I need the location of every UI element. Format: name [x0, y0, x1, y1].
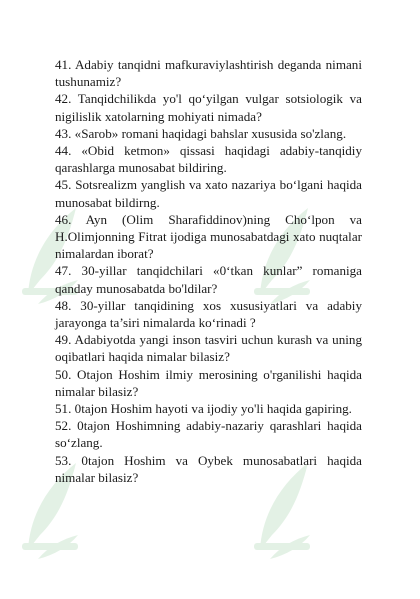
question-text: 30-yillar tanqidchilari «0‘tkan kunlar” romaniga qanday munosabatda bo'ldilar? — [55, 263, 362, 296]
question-number: 52. — [55, 418, 72, 434]
question-item — [55, 331, 362, 365]
question-number: 43. — [55, 125, 72, 141]
question-list — [55, 56, 362, 486]
question-number: 50. — [55, 366, 72, 382]
question-number: 42. — [55, 91, 72, 107]
question-number: 53. — [55, 452, 72, 468]
question-item — [55, 125, 362, 142]
question-number: 48. — [55, 297, 72, 313]
question-item — [55, 400, 362, 417]
question-text: 0tajon Hoshim hayoti va ijodiy yo'li haqida gapiring. — [74, 401, 352, 417]
question-item — [55, 366, 362, 400]
question-text: Otajon Hoshim ilmiy merosining o'rganilishi haqida nimalar bilasiz? — [55, 366, 362, 399]
question-item — [55, 90, 362, 124]
question-item — [55, 56, 362, 90]
question-text: «Sarob» romani haqidagi bahslar xususida so'zlang. — [74, 125, 347, 141]
question-text: 0tajon Hoshim va Oybek munosabatlari haqida nimalar bilasiz? — [55, 452, 362, 485]
question-number: 44. — [55, 143, 72, 159]
question-number: 49. — [55, 332, 72, 348]
question-item — [55, 297, 362, 331]
question-item — [55, 452, 362, 486]
question-item — [55, 142, 362, 176]
question-number: 45. — [55, 177, 72, 193]
question-text: 30-yillar tanqidining xos xususiyatlari va adabiy jarayonga ta’siri nimalarda ko‘rinadi ? — [55, 297, 362, 331]
question-text: Adabiy tanqidni mafkuraviylashtirish deganda nimani tushunamiz? — [55, 57, 362, 90]
question-text: «Obid ketmon» qissasi haqidagi adabiy-tanqidiy qarashlarga munosabat bildiring. — [55, 143, 362, 176]
question-text: 0tajon Hoshimning adabiy-nazariy qarashlari haqida so‘zlang. — [55, 418, 362, 451]
question-text: Sotsrealizm yanglish va xato nazariya bo‘lgani haqida munosabat bildirng. — [55, 177, 362, 210]
question-number: 51. — [55, 401, 72, 417]
question-text: Ayn (Olim Sharafiddinov)ning Cho‘lpon va H.Olimjonning Fitrat ijodiga munosabatdagi xato nuqtalar nimalardan iborat? — [55, 211, 362, 262]
question-number: 41. — [55, 57, 72, 72]
question-item — [55, 262, 362, 296]
question-text: Adabiyotda yangi inson tasviri uchun kurash va uning oqibatlari haqida nimalar bilasiz? — [55, 332, 362, 365]
question-text: Tanqidchilikda yo'l qo‘yilgan vulgar sotsiologik va nigilislik xatolarning mohiyati nimada? — [55, 91, 362, 124]
question-number: 46. — [55, 211, 72, 227]
question-item — [55, 211, 362, 263]
question-number: 47. — [55, 263, 72, 279]
question-item — [55, 176, 362, 210]
question-item — [55, 417, 362, 451]
